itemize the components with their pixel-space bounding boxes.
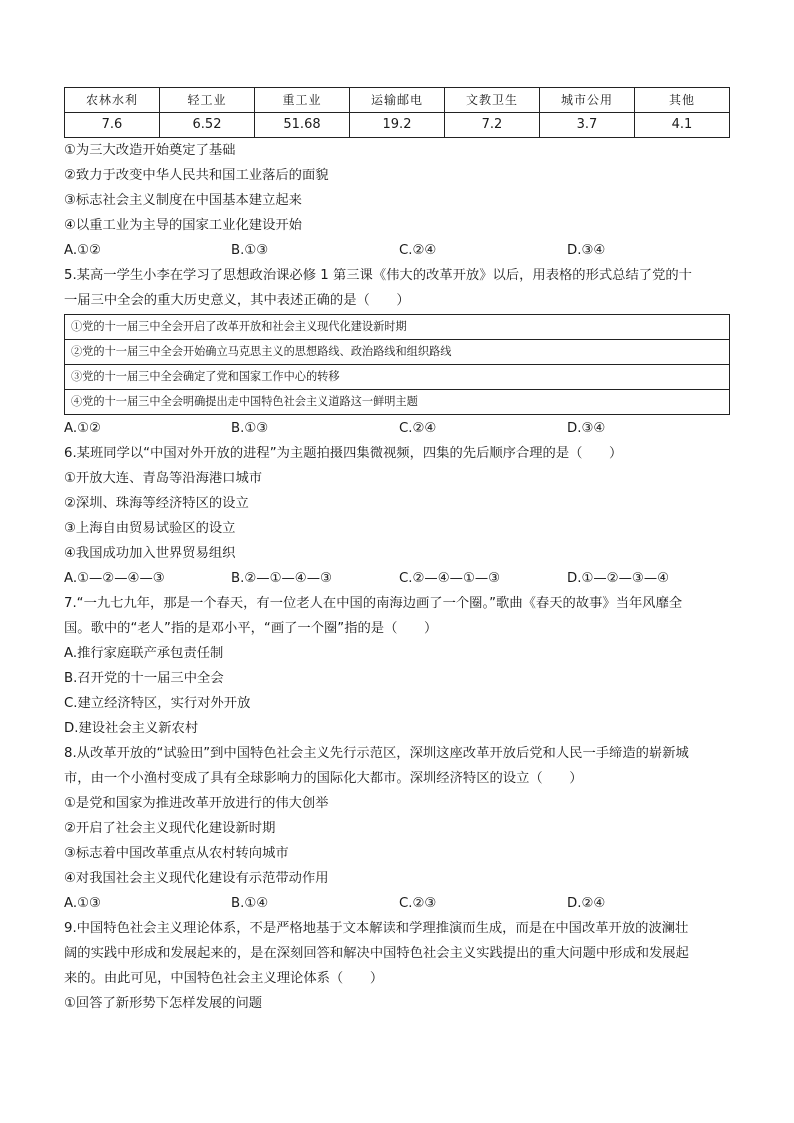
table-header-row [65,88,730,113]
q6-item: ④我国成功加入世界贸易组织 [64,546,236,561]
q9-stem-line: 9.中国特色社会主义理论体系，不是严格地基于文本解读和学理推演而生成，而是在中国改革开放的波澜壮 [64,921,689,936]
q4-item: ③标志社会主义制度在中国基本建立起来 [64,193,302,208]
q6-option-d[interactable]: D.①—②—③—④ [567,571,670,586]
q4-item: ②致力于改变中华人民共和国工业落后的面貌 [64,168,329,183]
q4-option-a[interactable]: A.①② [64,243,101,258]
q5-statement-table [64,314,730,415]
q4-option-b[interactable]: B.①③ [231,243,269,258]
q8-option-a[interactable]: A.①③ [64,896,101,911]
table-value-cell: 4.1 [635,113,730,138]
q8-options [64,895,744,913]
q7-option-d[interactable]: D.建设社会主义新农村 [64,721,199,736]
q8-item: ②开启了社会主义现代化建设新时期 [64,821,276,836]
q8-stem-line: 8.从改革开放的“试验田”到中国特色社会主义先行示范区，深圳这座改革开放后党和人民一手缔造的崭新城 [64,746,689,761]
q6-item: ①开放大连、青岛等沿海港口城市 [64,471,263,486]
q4-option-c[interactable]: C.②④ [399,243,437,258]
table-value-cell: 3.7 [540,113,635,138]
q6-options [64,570,744,588]
q8-stem-line: 市，由一个小渔村变成了具有全球影响力的国际化大都市。深圳经济特区的设立（ ） [64,771,583,786]
q7-stem-line: 国。歌中的“老人”指的是邓小平，“画了一个圈”指的是（ ） [64,621,438,636]
q6-option-b[interactable]: B.②—①—④—③ [231,571,332,586]
table-header-cell: 文教卫生 [445,88,540,113]
q6-stem-line: 6.某班同学以“中国对外开放的进程”为主题拍摄四集微视频，四集的先后顺序合理的是（ ） [64,446,623,461]
investment-table [64,87,730,138]
q5-options [64,420,744,438]
table-value-cell: 7.2 [445,113,540,138]
table-header-cell: 运输邮电 [350,88,445,113]
q8-option-b[interactable]: B.①④ [231,896,269,911]
q7-option-c[interactable]: C.建立经济特区，实行对外开放 [64,696,251,711]
q8-item: ①是党和国家为推进改革开放进行的伟大创举 [64,796,329,811]
q5-option-b[interactable]: B.①③ [231,421,269,436]
table-value-cell: 19.2 [350,113,445,138]
table-header-cell: 农林水利 [65,88,160,113]
q9-stem-line: 阔的实践中形成和发展起来的，是在深刻回答和解决中国特色社会主义实践提出的重大问题中形成和发展起 [64,946,689,961]
table-header-cell: 城市公用 [540,88,635,113]
q7-option-a[interactable]: A.推行家庭联产承包责任制 [64,646,224,661]
q5-stem-line: 一届三中全会的重大历史意义，其中表述正确的是（ ） [64,293,410,308]
q8-item: ③标志着中国改革重点从农村转向城市 [64,846,289,861]
q5-statement: ①党的十一届三中全会开启了改革开放和社会主义现代化建设新时期 [65,315,730,340]
q9-stem-line: 来的。由此可见，中国特色社会主义理论体系（ ） [64,971,384,986]
table-header-cell: 其他 [635,88,730,113]
q5-statement: ④党的十一届三中全会明确提出走中国特色社会主义道路这一鲜明主题 [65,390,730,415]
q5-option-a[interactable]: A.①② [64,421,101,436]
q5-stem-line: 5.某高一学生小李在学习了思想政治课必修 1 第三课《伟大的改革开放》以后，用表格的形式总结了党的十 [64,268,692,283]
q7-option-b[interactable]: B.召开党的十一届三中全会 [64,671,224,686]
table-header-cell: 轻工业 [160,88,255,113]
q5-option-d[interactable]: D.③④ [567,421,606,436]
q5-statement: ③党的十一届三中全会确定了党和国家工作中心的转移 [65,365,730,390]
table-value-cell: 6.52 [160,113,255,138]
table-value-row [65,113,730,138]
q9-item: ①回答了新形势下怎样发展的问题 [64,996,263,1011]
q4-option-d[interactable]: D.③④ [567,243,606,258]
q8-option-c[interactable]: C.②③ [399,896,437,911]
q5-statement: ②党的十一届三中全会开始确立马克思主义的思想路线、政治路线和组织路线 [65,340,730,365]
q6-option-a[interactable]: A.①—②—④—③ [64,571,165,586]
table-value-cell: 7.6 [65,113,160,138]
q4-item: ①为三大改造开始奠定了基础 [64,143,236,158]
q6-option-c[interactable]: C.②—④—①—③ [399,571,501,586]
q7-stem-line: 7.“一九七九年，那是一个春天，有一位老人在中国的南海边画了一个圈。”歌曲《春天的故事》当年风靡全 [64,596,683,611]
q8-item: ④对我国社会主义现代化建设有示范带动作用 [64,871,329,886]
table-header-cell: 重工业 [255,88,350,113]
q6-item: ②深圳、珠海等经济特区的设立 [64,496,249,511]
table-value-cell: 51.68 [255,113,350,138]
q5-option-c[interactable]: C.②④ [399,421,437,436]
q8-option-d[interactable]: D.②④ [567,896,606,911]
q4-options [64,242,744,260]
q6-item: ③上海自由贸易试验区的设立 [64,521,236,536]
q4-item: ④以重工业为主导的国家工业化建设开始 [64,218,302,233]
